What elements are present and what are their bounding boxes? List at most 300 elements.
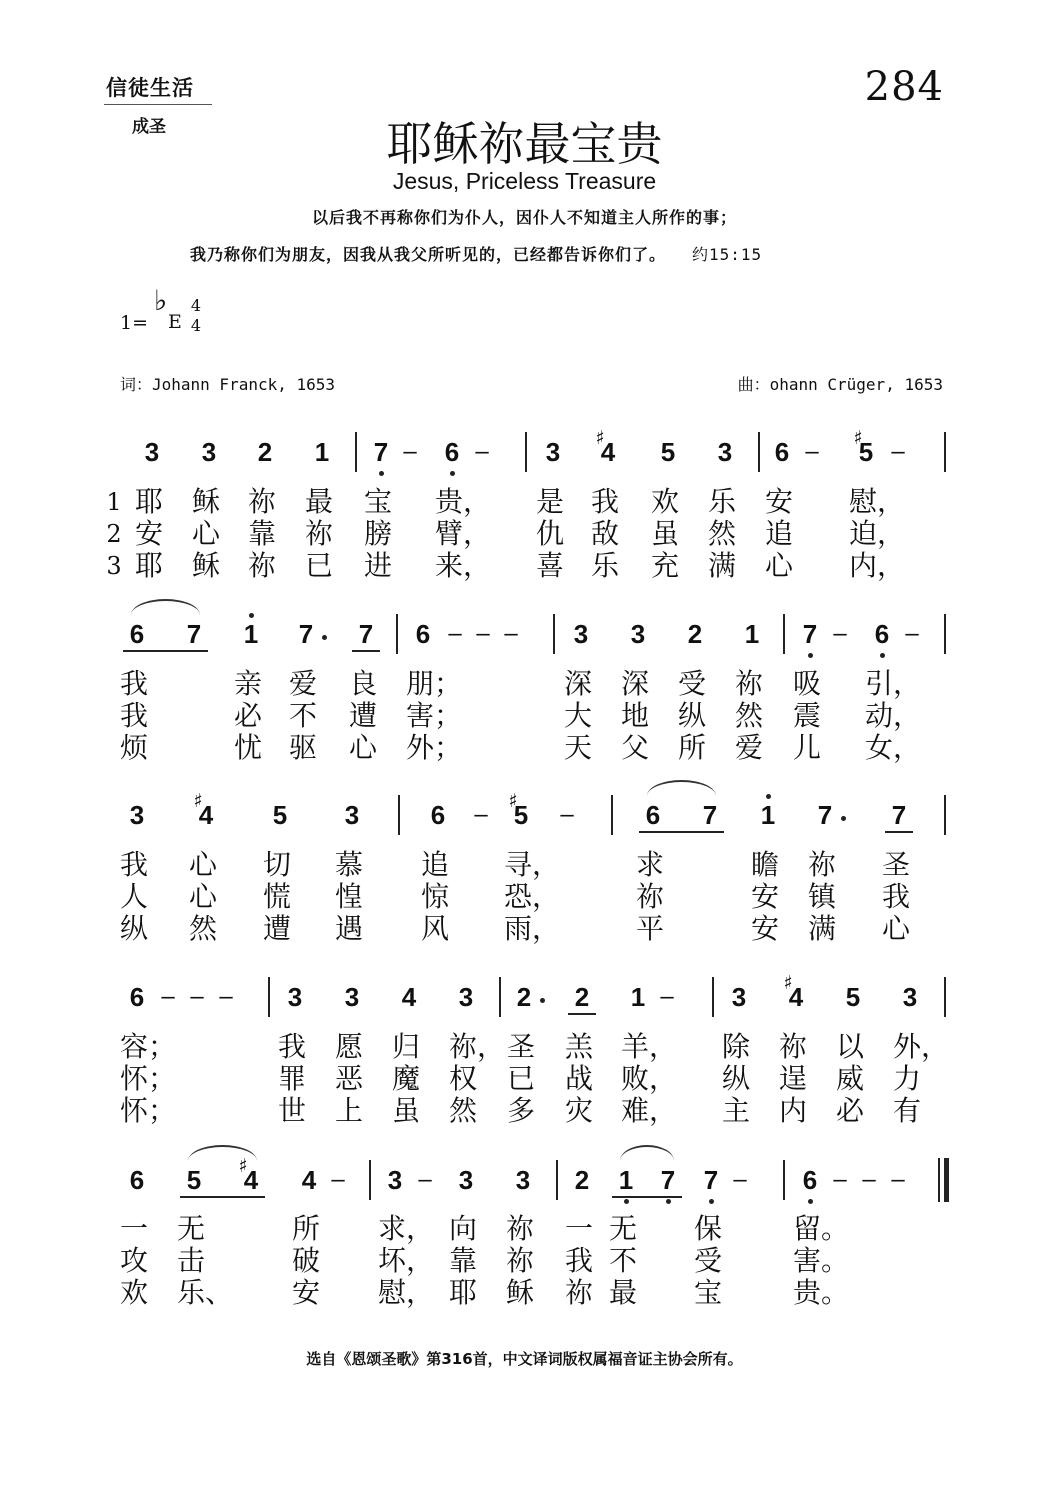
barline	[396, 614, 398, 654]
lyric-syllable: 靠	[248, 517, 277, 550]
lyric-syllable: 圣	[882, 848, 911, 881]
lyric-syllable: 怀；	[120, 1062, 177, 1095]
verse-number: 3	[106, 552, 122, 580]
composer-credit: 曲：ohann Crüger, 1653	[737, 375, 943, 394]
lyric-syllable: 切	[263, 848, 292, 881]
lyric-syllable: 羔	[565, 1030, 594, 1063]
barline	[944, 614, 946, 654]
lyric-syllable: 喜	[536, 549, 565, 582]
lyric-syllable: 心	[765, 549, 794, 582]
note: 2	[257, 437, 273, 467]
lyric-syllable: 耶	[135, 549, 164, 582]
eighth-underline	[352, 650, 380, 652]
beam-underline	[639, 831, 724, 833]
note: 3	[630, 619, 646, 649]
note: 3	[458, 1165, 474, 1195]
lyric-syllable: 所	[292, 1212, 321, 1245]
lyric-syllable: 然	[449, 1094, 478, 1127]
note: 7	[186, 619, 202, 649]
lyric-syllable: 受	[694, 1244, 723, 1277]
note: 2	[574, 982, 590, 1012]
lyric-syllable: 以	[836, 1030, 865, 1063]
lyric-syllable: 威	[836, 1062, 865, 1095]
barline	[499, 977, 501, 1017]
lyric-syllable: 追	[765, 517, 794, 550]
time-signature-bottom: 4	[190, 316, 202, 335]
low-octave-dot	[808, 653, 813, 658]
note: 1	[760, 800, 776, 830]
key-prefix: 1=	[120, 312, 149, 334]
low-octave-dot	[808, 1199, 813, 1204]
note: 6	[874, 619, 890, 649]
time-signature	[189, 296, 203, 336]
lyric-syllable: 遭	[263, 912, 292, 945]
scripture-line-2	[190, 242, 762, 265]
lyric-syllable: 愿	[335, 1030, 364, 1063]
lyric-syllable: 必	[836, 1094, 865, 1127]
lyric-syllable: 宝	[364, 485, 393, 518]
copyright-footer: 选自《恩颂圣歌》第316首，中文译词版权属福音证主协会所有。	[306, 1350, 743, 1368]
lyric-syllable: 除	[722, 1030, 751, 1063]
lyric-syllable: 向	[449, 1212, 478, 1245]
barline	[553, 614, 555, 654]
lyric-syllable: 逞	[779, 1062, 808, 1095]
category-divider	[104, 104, 212, 105]
lyric-syllable: 内	[779, 1094, 808, 1127]
eighth-underline	[885, 831, 913, 833]
note: 7	[817, 800, 833, 830]
lyric-syllable: 安	[292, 1276, 321, 1309]
lyric-syllable: 迫，	[849, 517, 906, 550]
lyric-syllable: 女，	[865, 731, 922, 764]
lyric-syllable: 寻，	[504, 848, 561, 881]
lyric-syllable: 恐，	[504, 880, 561, 913]
dash: –	[448, 620, 462, 647]
lyric-syllable: 乐、	[177, 1276, 234, 1309]
barline	[355, 432, 357, 472]
lyric-syllable: 风	[421, 912, 450, 945]
lyric-syllable: 引，	[865, 667, 922, 700]
note: 4	[788, 982, 804, 1012]
lyric-syllable: 平	[636, 912, 665, 945]
lyric-syllable: 乐	[591, 549, 620, 582]
lyric-syllable: 稣	[506, 1276, 535, 1309]
verse-number: 1	[106, 488, 122, 516]
lyric-syllable: 求，	[378, 1212, 435, 1245]
dash: –	[219, 983, 233, 1010]
lyric-syllable: 攻	[120, 1244, 149, 1277]
lyric-syllable: 上	[335, 1094, 364, 1127]
beam-underline	[123, 650, 208, 652]
dash: –	[891, 438, 905, 465]
note: 3	[515, 1165, 531, 1195]
low-octave-dot	[666, 1199, 671, 1204]
note: 3	[129, 800, 145, 830]
scripture-line-1: 以后我不再称你们为仆人，因仆人不知道主人所作的事；	[311, 208, 737, 227]
note: 4	[600, 437, 616, 467]
lyric-syllable: 怀；	[120, 1094, 177, 1127]
note: 6	[129, 982, 145, 1012]
final-barline-thick	[944, 1158, 949, 1202]
lyric-syllable: 心	[882, 912, 911, 945]
lyric-syllable: 无	[177, 1212, 206, 1245]
lyric-syllable: 坏，	[378, 1244, 435, 1277]
barline	[758, 432, 760, 472]
note: 3	[731, 982, 747, 1012]
lyric-syllable: 惊	[421, 880, 450, 913]
lyric-syllable: 害。	[793, 1244, 850, 1277]
low-octave-dot	[880, 653, 885, 658]
lyric-syllable: 求	[636, 848, 665, 881]
note: 4	[243, 1165, 259, 1195]
lyric-syllable: 惶	[335, 880, 364, 913]
eighth-underline	[568, 1013, 596, 1015]
flat-icon: ♭	[154, 284, 168, 317]
lyric-syllable: 我	[278, 1030, 307, 1063]
lyric-syllable: 祢	[506, 1244, 535, 1277]
lyric-syllable: 受	[678, 667, 707, 700]
sharp-icon: ♯	[238, 1155, 248, 1177]
dash: –	[733, 1166, 747, 1193]
lyric-syllable: 最	[609, 1276, 638, 1309]
time-signature-top: 4	[190, 296, 202, 315]
lyric-syllable: 镇	[808, 880, 837, 913]
dash: –	[476, 620, 490, 647]
lyric-syllable: 圣	[507, 1030, 536, 1063]
dash: –	[891, 1166, 905, 1193]
lyric-syllable: 权	[449, 1062, 478, 1095]
lyric-syllable: 难，	[621, 1094, 678, 1127]
slur	[620, 1145, 674, 1161]
slur	[188, 1145, 257, 1161]
lyric-syllable: 良	[349, 667, 378, 700]
note: 4	[198, 800, 214, 830]
dash: –	[862, 1166, 876, 1193]
lyric-syllable: 无	[609, 1212, 638, 1245]
lyric-syllable: 大	[564, 699, 593, 732]
note: 3	[287, 982, 303, 1012]
lyric-syllable: 所	[678, 731, 707, 764]
lyric-syllable: 一	[565, 1212, 594, 1245]
lyric-syllable: 动，	[865, 699, 922, 732]
lyric-syllable: 然	[189, 912, 218, 945]
note: 6	[430, 800, 446, 830]
lyric-syllable: 深	[564, 667, 593, 700]
lyric-syllable: 满	[808, 912, 837, 945]
lyric-syllable: 力	[893, 1062, 922, 1095]
dash: –	[418, 1166, 432, 1193]
lyric-syllable: 我	[120, 699, 149, 732]
dash: –	[474, 801, 488, 828]
dash: –	[833, 1166, 847, 1193]
beam-underline	[612, 1196, 682, 1198]
note: 3	[545, 437, 561, 467]
lyric-syllable: 祢	[565, 1276, 594, 1309]
lyric-syllable: 我	[120, 848, 149, 881]
lyric-syllable: 罪	[278, 1062, 307, 1095]
lyric-syllable: 外；	[406, 731, 463, 764]
lyric-syllable: 多	[507, 1094, 536, 1127]
low-octave-dot	[624, 1199, 629, 1204]
lyric-syllable: 雨，	[504, 912, 561, 945]
lyric-syllable: 忧	[234, 731, 263, 764]
sharp-icon: ♯	[508, 790, 518, 812]
lyric-syllable: 然	[735, 699, 764, 732]
barline	[369, 1160, 371, 1200]
note: 3	[144, 437, 160, 467]
note: 2	[687, 619, 703, 649]
lyric-syllable: 耶	[135, 485, 164, 518]
lyric-syllable: 纵	[678, 699, 707, 732]
lyric-syllable: 满	[708, 549, 737, 582]
dash: –	[403, 438, 417, 465]
low-octave-dot	[709, 1199, 714, 1204]
lyric-syllable: 亲	[234, 667, 263, 700]
slur	[647, 780, 716, 796]
lyric-syllable: 欢	[651, 485, 680, 518]
lyric-syllable: 追	[421, 848, 450, 881]
lyric-syllable: 祢	[506, 1212, 535, 1245]
dash: –	[560, 801, 574, 828]
note: 1	[618, 1165, 634, 1195]
barline	[944, 432, 946, 472]
note: 3	[573, 619, 589, 649]
lyric-syllable: 灾	[565, 1094, 594, 1127]
lyric-syllable: 我	[591, 485, 620, 518]
lyric-syllable: 主	[722, 1094, 751, 1127]
note: 7	[298, 619, 314, 649]
dash: –	[190, 983, 204, 1010]
lyric-syllable: 破	[292, 1244, 321, 1277]
lyric-syllable: 吸	[793, 667, 822, 700]
high-octave-dot	[249, 613, 254, 618]
lyric-syllable: 祢	[779, 1030, 808, 1063]
lyric-syllable: 祢	[248, 485, 277, 518]
note: 4	[301, 1165, 317, 1195]
lyric-syllable: 安	[751, 912, 780, 945]
lyric-syllable: 稣	[192, 485, 221, 518]
lyric-syllable: 纵	[722, 1062, 751, 1095]
lyric-syllable: 不	[609, 1244, 638, 1277]
lyric-syllable: 保	[694, 1212, 723, 1245]
lyric-syllable: 宝	[694, 1276, 723, 1309]
sharp-icon: ♯	[193, 790, 203, 812]
lyric-syllable: 一	[120, 1212, 149, 1245]
note: 6	[415, 619, 431, 649]
lyric-syllable: 已	[305, 549, 334, 582]
note: 7	[660, 1165, 676, 1195]
barline	[398, 795, 400, 835]
note: 3	[458, 982, 474, 1012]
lyric-syllable: 贵。	[793, 1276, 850, 1309]
lyric-syllable: 然	[708, 517, 737, 550]
lyric-syllable: 祢	[808, 848, 837, 881]
lyric-syllable: 慕	[335, 848, 364, 881]
lyric-syllable: 乐	[708, 485, 737, 518]
dash: –	[905, 620, 919, 647]
note: 5	[186, 1165, 202, 1195]
lyric-syllable: 靠	[449, 1244, 478, 1277]
lyric-syllable: 纵	[120, 912, 149, 945]
note: 6	[444, 437, 460, 467]
category-label: 信徒生活	[106, 76, 194, 100]
lyric-syllable: 心	[192, 517, 221, 550]
lyric-syllable: 外，	[893, 1030, 950, 1063]
note: 7	[702, 800, 718, 830]
lyric-syllable: 遇	[335, 912, 364, 945]
lyric-syllable: 魔	[392, 1062, 421, 1095]
lyric-syllable: 我	[565, 1244, 594, 1277]
sharp-icon: ♯	[595, 427, 605, 449]
lyric-syllable: 耶	[449, 1276, 478, 1309]
augmentation-dot	[540, 998, 545, 1003]
lyric-syllable: 祢	[248, 549, 277, 582]
lyric-syllable: 仇	[536, 517, 565, 550]
lyric-syllable: 安	[751, 880, 780, 913]
lyric-syllable: 爱	[289, 667, 318, 700]
slur	[131, 599, 200, 615]
final-barline-thin	[938, 1158, 940, 1202]
lyric-syllable: 敌	[591, 517, 620, 550]
lyric-syllable: 有	[893, 1094, 922, 1127]
low-octave-dot	[379, 471, 384, 476]
lyric-syllable: 祢，	[449, 1030, 506, 1063]
note: 2	[574, 1165, 590, 1195]
lyric-syllable: 我	[120, 667, 149, 700]
lyric-syllable: 遭	[349, 699, 378, 732]
lyric-syllable: 进	[364, 549, 393, 582]
lyric-syllable: 必	[234, 699, 263, 732]
lyric-syllable: 击	[177, 1244, 206, 1277]
dash: –	[833, 620, 847, 647]
barline	[556, 1160, 558, 1200]
note: 7	[358, 619, 374, 649]
note: 2	[516, 982, 532, 1012]
barline	[525, 432, 527, 472]
note: 3	[344, 982, 360, 1012]
lyric-syllable: 慰，	[378, 1276, 435, 1309]
barline	[944, 977, 946, 1017]
lyric-syllable: 爱	[735, 731, 764, 764]
dash: –	[161, 983, 175, 1010]
lyric-syllable: 祢	[305, 517, 334, 550]
barline	[712, 977, 714, 1017]
lyric-syllable: 膀	[364, 517, 393, 550]
note: 3	[902, 982, 918, 1012]
verse-number: 2	[106, 520, 122, 548]
lyric-syllable: 地	[621, 699, 650, 732]
lyric-syllable: 充	[651, 549, 680, 582]
lyric-syllable: 败，	[621, 1062, 678, 1095]
lyric-syllable: 羊，	[621, 1030, 678, 1063]
note: 1	[630, 982, 646, 1012]
note: 7	[373, 437, 389, 467]
lyric-syllable: 安	[765, 485, 794, 518]
note: 5	[513, 800, 529, 830]
lyric-syllable: 归	[392, 1030, 421, 1063]
dash: –	[660, 983, 674, 1010]
lyric-syllable: 世	[278, 1094, 307, 1127]
hymn-number: 284	[864, 64, 944, 110]
lyric-syllable: 内，	[849, 549, 906, 582]
lyric-syllable: 我	[882, 880, 911, 913]
note: 6	[645, 800, 661, 830]
note: 3	[717, 437, 733, 467]
lyric-syllable: 人	[120, 880, 149, 913]
sharp-icon: ♯	[853, 427, 863, 449]
note: 7	[703, 1165, 719, 1195]
subcategory-label: 成圣	[132, 117, 166, 137]
lyric-syllable: 是	[536, 485, 565, 518]
note: 1	[744, 619, 760, 649]
lyric-syllable: 安	[135, 517, 164, 550]
lyric-syllable: 天	[564, 731, 593, 764]
sharp-icon: ♯	[783, 972, 793, 994]
lyric-syllable: 心	[189, 880, 218, 913]
note: 1	[243, 619, 259, 649]
lyric-syllable: 深	[621, 667, 650, 700]
lyric-syllable: 虽	[651, 517, 680, 550]
lyric-syllable: 震	[793, 699, 822, 732]
lyric-syllable: 瞻	[751, 848, 780, 881]
note: 7	[891, 800, 907, 830]
lyric-syllable: 父	[621, 731, 650, 764]
lyric-syllable: 恶	[335, 1062, 364, 1095]
lyric-syllable: 心	[189, 848, 218, 881]
lyric-syllable: 害；	[406, 699, 463, 732]
lyric-syllable: 臂，	[435, 517, 492, 550]
lyric-syllable: 慌	[263, 880, 292, 913]
lyric-syllable: 战	[565, 1062, 594, 1095]
lyric-syllable: 烦	[120, 731, 149, 764]
barline	[783, 614, 785, 654]
note: 5	[272, 800, 288, 830]
lyric-syllable: 已	[507, 1062, 536, 1095]
barline	[611, 795, 613, 835]
lyric-syllable: 心	[349, 731, 378, 764]
note: 3	[344, 800, 360, 830]
title-english: Jesus, Priceless Treasure	[392, 168, 657, 194]
barline	[783, 1160, 785, 1200]
note: 1	[314, 437, 330, 467]
lyric-syllable: 稣	[192, 549, 221, 582]
scripture-reference: 约15:15	[692, 245, 763, 264]
title-chinese: 耶稣祢最宝贵	[386, 117, 663, 171]
note: 4	[401, 982, 417, 1012]
lyric-syllable: 来，	[435, 549, 492, 582]
lyric-syllable: 容；	[120, 1030, 177, 1063]
note: 6	[129, 1165, 145, 1195]
lyric-syllable: 驱	[289, 731, 318, 764]
dash: –	[504, 620, 518, 647]
beam-underline	[180, 1196, 265, 1198]
barline	[944, 795, 946, 835]
lyric-syllable: 慰，	[849, 485, 906, 518]
note: 7	[802, 619, 818, 649]
augmentation-dot	[841, 816, 846, 821]
lyric-syllable: 不	[289, 699, 318, 732]
lyric-syllable: 留。	[793, 1212, 850, 1245]
note: 6	[802, 1165, 818, 1195]
note: 5	[660, 437, 676, 467]
key-letter: E	[168, 311, 182, 333]
lyric-syllable: 朋；	[406, 667, 463, 700]
note: 5	[858, 437, 874, 467]
lyric-syllable: 儿	[793, 731, 822, 764]
scripture-line-2-text: 我乃称你们为朋友，因我从我父所听见的，已经都告诉你们了。	[190, 245, 667, 264]
high-octave-dot	[766, 794, 771, 799]
lyric-syllable: 祢	[636, 880, 665, 913]
